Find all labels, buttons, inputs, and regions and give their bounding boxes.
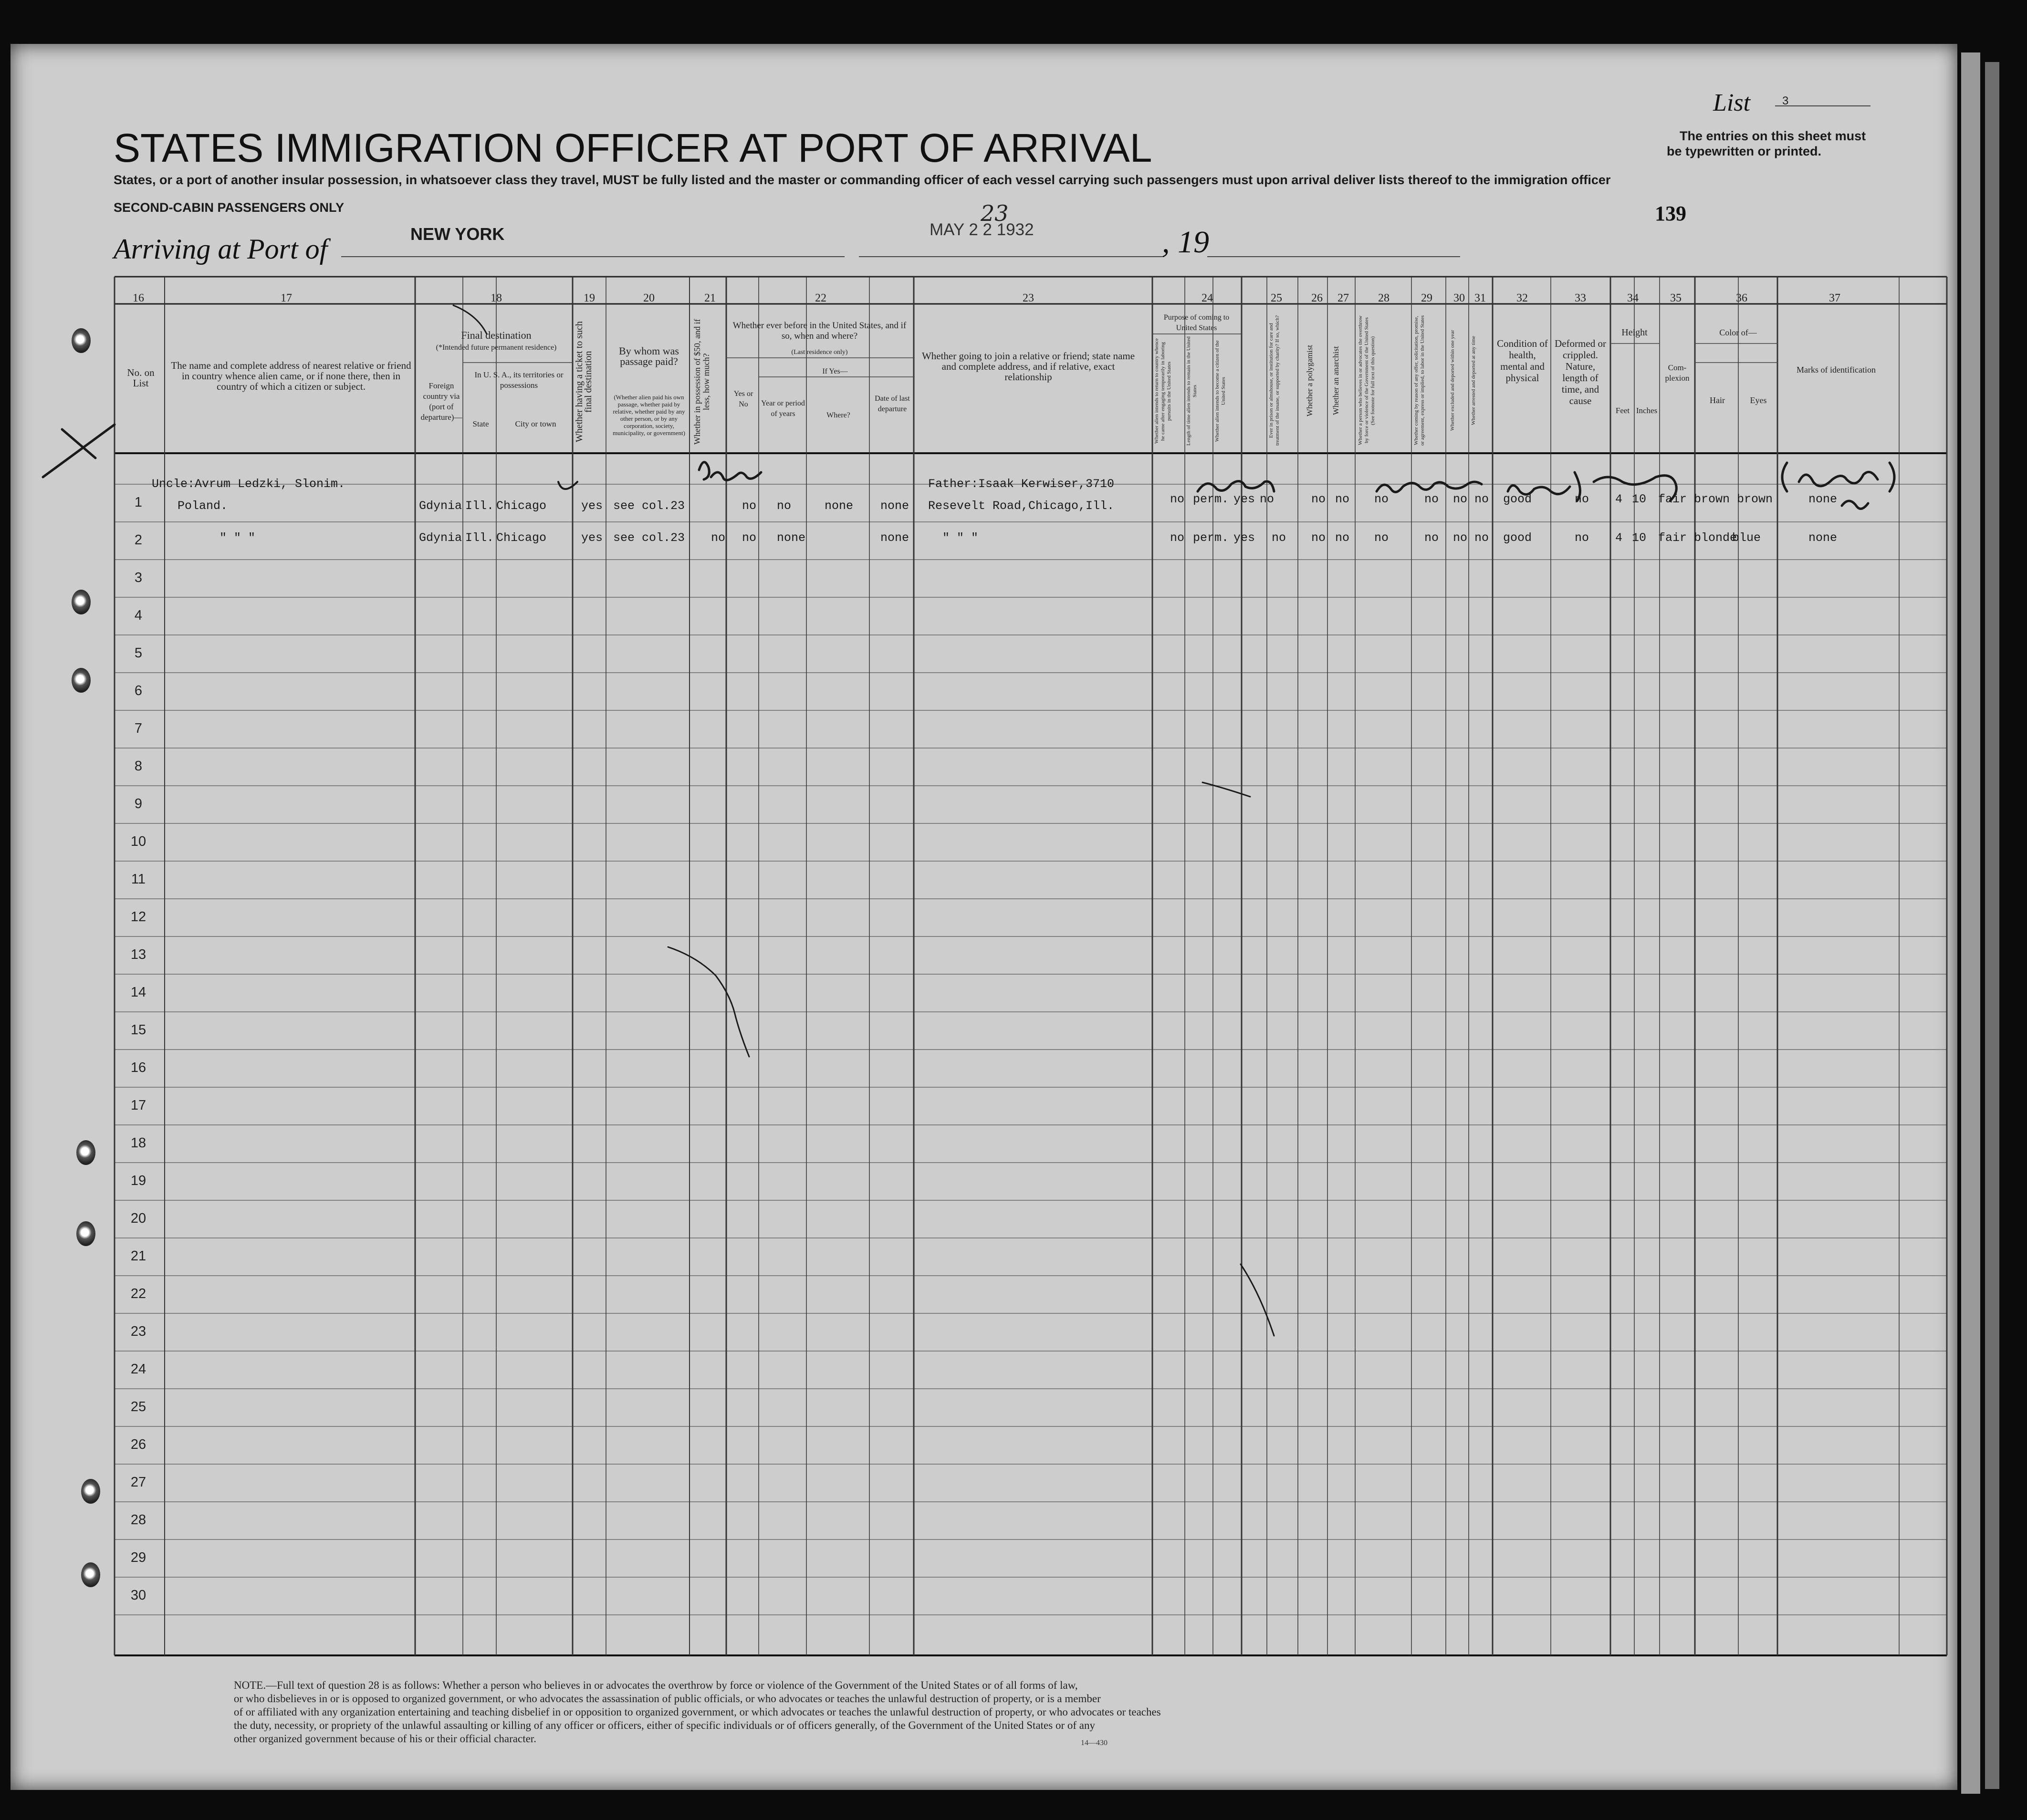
header-hair: Hair <box>1710 395 1725 405</box>
row1-eyes: brown <box>1737 492 1773 506</box>
header-q28: Whether a person who believes in or advocates the overthrow by force or violence of the Government of the United States (See footnote for full text of this question) <box>1358 315 1376 446</box>
row2-state: Ill. <box>465 531 494 545</box>
row1-state: Ill. <box>465 499 494 513</box>
form-code: 14—430 <box>1081 1739 1108 1747</box>
handwritten-amount <box>699 462 761 480</box>
entries-note-1: The entries on this sheet must <box>1680 129 1866 143</box>
row1-health: good <box>1503 492 1532 506</box>
col-num-20: 20 <box>643 292 655 304</box>
row-number: 10 <box>130 834 146 849</box>
header-no-on-list: No. on List <box>127 367 155 389</box>
row2-feet: 4 <box>1615 531 1623 545</box>
footnote-line-4: the duty, necessity, or propriety of the unlawful assaulting or killing of any officer or officers, either of specific individuals or of officers generally, of the Government of the United States or of any <box>234 1719 1095 1731</box>
col-num-19: 19 <box>584 292 595 304</box>
row-number: 9 <box>134 796 143 811</box>
row-number: 5 <box>134 645 143 661</box>
row-number: 1 <box>134 495 143 510</box>
row1-date: none <box>880 499 909 513</box>
row2-date: none <box>880 531 909 545</box>
header-q30: Whether excluded and deported within one year <box>1450 330 1455 431</box>
row1-join-line2: Resevelt Road,Chicago,Ill. <box>928 499 1115 513</box>
row1-purpose-length: perm. <box>1193 492 1229 506</box>
row-number: 18 <box>130 1135 146 1151</box>
row2-year: no <box>742 531 757 545</box>
header-joining-relative: Whether going to join a relative or friend; state name and complete address, and if relative, exact relationship <box>921 350 1135 383</box>
row-number: 2 <box>134 532 143 548</box>
handwritten-stroke <box>1241 1264 1274 1336</box>
instructions-text: States, or a port of another insular possession, in whatsoever class they travel, MUST be fully listed and the master or commanding officer of each vessel carrying such passengers must upon arrival deliver lists thereof to the immigration officer <box>114 173 1611 187</box>
header-q29: Whether coming by reason of any offer, solicitation, promise, or agreement, express or implied, to labor in the United States <box>1413 315 1425 446</box>
row2-via: Gdynia <box>419 531 462 545</box>
list-number: 3 <box>1782 94 1789 107</box>
header-purpose: Purpose of coming to United States <box>1163 313 1230 332</box>
row1-via: Gdynia <box>419 499 462 513</box>
header-complexion: Com-plexion <box>1665 363 1690 383</box>
row1-complexion: fair <box>1658 492 1687 506</box>
row2-paid-by: see col.23 <box>613 531 685 545</box>
row-number: 8 <box>134 759 143 774</box>
row-number: 21 <box>130 1248 146 1264</box>
row-number: 23 <box>130 1324 146 1339</box>
row2-q31: no <box>1474 531 1489 545</box>
header-final-destination-note: (*Intended future permanent residence) <box>436 343 557 352</box>
col-num-23: 23 <box>1023 292 1034 304</box>
header-date-last-departure: Date of last departure <box>875 395 910 413</box>
list-label: List <box>1713 89 1751 116</box>
header-in-usa: In U. S. A., its territories or possessions <box>474 370 564 390</box>
row-number: 14 <box>130 985 146 1000</box>
footnote-line-1: NOTE.—Full text of question 28 is as follows: Whether a person who believes in or advocates the overthrow by force or violence of the Government of the United States or of all forms of law, <box>234 1679 1078 1691</box>
handwritten-q28 <box>1377 482 1482 492</box>
row-number: 4 <box>134 608 143 623</box>
row-number: 11 <box>131 872 146 887</box>
row2-purpose-length: perm. <box>1193 531 1229 545</box>
header-by-whom-note: (Whether alien paid his own passage, whether paid by relative, whether paid by any other person, or by any corporation, society, municipality, or government) <box>613 394 685 437</box>
row-number: 3 <box>134 570 143 585</box>
header-by-whom: By whom was passage paid? <box>619 345 679 367</box>
row1-yes-no: no <box>742 499 757 513</box>
row1-q29: no <box>1424 492 1439 506</box>
col-num-27: 27 <box>1337 292 1349 304</box>
row1-prison: no <box>1260 492 1275 506</box>
header-marks: Marks of identification <box>1797 365 1876 374</box>
row1-city: Chicago <box>496 499 547 513</box>
header-state: State <box>472 419 489 428</box>
row2-join: " " " <box>942 531 979 545</box>
row1-relative-line1: Uncle:Avrum Ledzki, Slonim. <box>152 477 345 491</box>
row2-hair: blonde <box>1694 531 1737 545</box>
header-anarchist: Whether an anarchist <box>1331 346 1340 415</box>
header-feet: Feet <box>1615 406 1630 415</box>
cabin-class: SECOND-CABIN PASSENGERS ONLY <box>114 200 345 215</box>
row2-polygamist: no <box>1311 531 1326 545</box>
port-name: NEW YORK <box>410 224 505 244</box>
row1-relative-line2: Poland. <box>178 499 228 513</box>
row-number: 19 <box>130 1173 146 1188</box>
handwritten-stroke <box>43 425 115 477</box>
col-num-30: 30 <box>1453 292 1465 304</box>
header-ticket: Whether having a ticket to such final destination <box>574 321 594 442</box>
header-if-yes: If Yes— <box>822 367 848 375</box>
header-prison: Ever in prison or almshouse, or institution for care and treatment of the insane, or supported by charity? If so, which? <box>1268 315 1280 446</box>
row1-deformed: no <box>1575 492 1589 506</box>
header-where: Where? <box>826 411 850 419</box>
handwritten-stroke <box>453 305 487 334</box>
row-number: 26 <box>130 1437 146 1452</box>
row-number: 29 <box>130 1550 146 1565</box>
header-polygamist: Whether a polygamist <box>1305 344 1314 416</box>
row-number: 6 <box>134 683 143 698</box>
row2-health: good <box>1503 531 1532 545</box>
header-foreign-country: Foreign country via (port of departure)— <box>420 381 462 422</box>
row1-marks: none <box>1808 492 1838 506</box>
row1-purpose-return: no <box>1170 492 1185 506</box>
col-num-36: 36 <box>1736 292 1747 304</box>
col-num-22: 22 <box>815 292 826 304</box>
row-number: 7 <box>134 721 143 736</box>
row2-eyes: blue <box>1732 531 1761 545</box>
footnote-line-2: or who disbelieves in or is opposed to organized government, or who advocates the assassination of public officials, or who advocates or teaches the unlawful destruction of property, or is a member <box>234 1693 1101 1705</box>
col-num-33: 33 <box>1575 292 1586 304</box>
header-q31: Whether arrested and deported at any time <box>1471 336 1476 425</box>
row1-paid-by: see col.23 <box>613 499 685 513</box>
row-number: 27 <box>130 1475 146 1490</box>
header-health: Condition of health, mental and physical <box>1497 338 1548 384</box>
row2-where: none <box>777 531 806 545</box>
row1-q28: no <box>1374 492 1389 506</box>
header-deformed: Deformed or crippled. Nature, length of time, and cause <box>1555 338 1606 406</box>
entries-note-2: be typewritten or printed. <box>1667 144 1822 158</box>
row-number: 20 <box>130 1211 146 1226</box>
col-num-35: 35 <box>1670 292 1682 304</box>
row2-relative: " " " <box>219 531 256 545</box>
handwritten-stroke <box>1202 782 1250 797</box>
header-height: Height <box>1621 327 1648 338</box>
handwritten-check <box>558 482 577 489</box>
row-number: 25 <box>130 1399 146 1414</box>
row1-join-line1: Father:Isaak Kerwiser,3710 <box>928 477 1115 491</box>
year-prefix: , 19 <box>1162 225 1209 260</box>
row1-purpose-citizen: yes <box>1233 492 1255 506</box>
row2-yes-no: no <box>711 531 726 545</box>
row-number: 17 <box>130 1098 146 1113</box>
header-city: City or town <box>515 419 556 428</box>
row2-marks: none <box>1808 531 1838 545</box>
row2-ticket: yes <box>581 531 603 545</box>
row-number: 12 <box>130 909 146 925</box>
footnote-line-3: of or affiliated with any organization entertaining and teaching disbelief in or opposition to organized government, or which advocates or teaches the unlawful destruction of property, or who advocates or teaches <box>234 1706 1161 1718</box>
header-inches: Inches <box>1636 406 1658 415</box>
col-num-25: 25 <box>1271 292 1282 304</box>
row2-q29: no <box>1424 531 1439 545</box>
row-number: 15 <box>130 1022 146 1038</box>
col-num-34: 34 <box>1627 292 1639 304</box>
row1-where: none <box>825 499 854 513</box>
handwritten-stroke <box>668 947 749 1057</box>
row2-inches: 10 <box>1632 531 1647 545</box>
row-number: 28 <box>130 1512 146 1528</box>
col-num-26: 26 <box>1311 292 1323 304</box>
row1-year: no <box>777 499 792 513</box>
row-number: 16 <box>130 1060 146 1075</box>
row2-complexion: fair <box>1658 531 1687 545</box>
row2-prison: no <box>1272 531 1286 545</box>
handwritten-marks <box>1782 463 1894 509</box>
date-stamp: MAY 2 2 1932 <box>930 220 1034 239</box>
arriving-label: Arriving at Port of <box>114 233 328 265</box>
header-year-period: Year or period of years <box>761 399 805 418</box>
row1-inches: 10 <box>1632 492 1647 506</box>
header-possession-50: Whether in possession of $50, and if less, how much? <box>692 319 711 445</box>
header-yes-or-no: Yes or No <box>733 390 753 408</box>
row2-purpose-return: no <box>1170 531 1185 545</box>
row1-hair: brown <box>1694 492 1730 506</box>
col-num-31: 31 <box>1474 292 1486 304</box>
col-num-24: 24 <box>1202 292 1213 304</box>
col-num-28: 28 <box>1378 292 1390 304</box>
row1-polygamist: no <box>1311 492 1326 506</box>
row2-deformed: no <box>1575 531 1589 545</box>
row1-q30: no <box>1453 492 1468 506</box>
header-purpose-c: Whether alien intends to become a citizen of the United States <box>1214 340 1226 442</box>
handwritten-health <box>1508 472 1676 501</box>
col-num-16: 16 <box>133 292 144 304</box>
row-number: 24 <box>130 1362 146 1377</box>
col-num-17: 17 <box>281 292 292 304</box>
row2-q28: no <box>1374 531 1389 545</box>
row-number: 13 <box>130 947 146 962</box>
row1-anarchist: no <box>1335 492 1350 506</box>
row1-q31: no <box>1474 492 1489 506</box>
row2-q30: no <box>1453 531 1468 545</box>
row-number: 22 <box>130 1286 146 1301</box>
handwritten-purpose <box>1198 481 1274 491</box>
header-purpose-a: Whether alien intends to return to country whence he came after engaging temporarily in laboring pursuits in the United States <box>1154 338 1172 444</box>
col-num-32: 32 <box>1516 292 1528 304</box>
date-handwritten: 23 <box>981 200 1009 226</box>
header-purpose-b: Length of time alien intends to remain in the United States <box>1186 336 1198 446</box>
col-num-21: 21 <box>704 292 716 304</box>
row2-purpose-citizen: yes <box>1233 531 1255 545</box>
page-title: STATES IMMIGRATION OFFICER AT PORT OF ARRIVAL <box>114 125 1152 170</box>
header-final-destination: Final destination <box>461 329 532 341</box>
row-number: 30 <box>130 1588 146 1603</box>
header-relative-address: The name and complete address of nearest relative or friend in country whence alien came, or if none there, then in country of which a citizen or subject. <box>171 360 411 392</box>
header-color-of: Color of— <box>1719 328 1757 337</box>
header-eyes: Eyes <box>1750 395 1767 405</box>
header-last-residence: (Last residence only) <box>791 349 848 356</box>
footnote-line-5: other organized government because of his or their official character. <box>234 1733 536 1745</box>
col-num-29: 29 <box>1421 292 1432 304</box>
header-ever-before: Whether ever before in the United States, and if so, when and where? <box>732 321 907 341</box>
page-number: 139 <box>1655 202 1686 225</box>
col-num-18: 18 <box>491 292 502 304</box>
row2-anarchist: no <box>1335 531 1350 545</box>
row2-city: Chicago <box>496 531 547 545</box>
row1-ticket: yes <box>581 499 603 513</box>
col-num-37: 37 <box>1829 292 1840 304</box>
row1-feet: 4 <box>1615 492 1623 506</box>
